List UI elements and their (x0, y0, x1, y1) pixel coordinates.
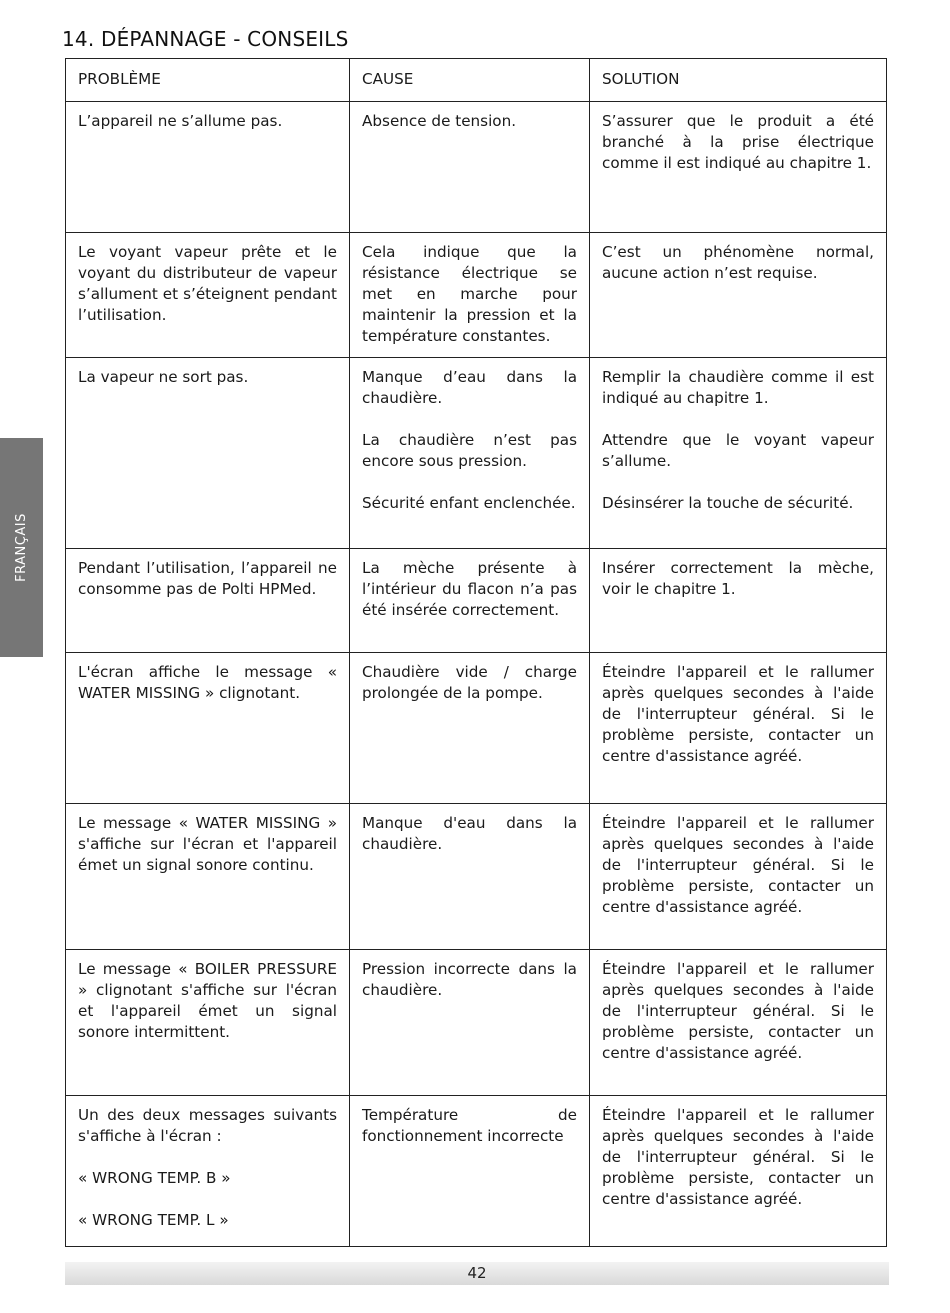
cell-problem (66, 102, 350, 233)
solution-text: Éteindre l'appareil et le rallumer après quelques secondes à l'aide de l'interrupteur général. Si le problème persiste, contacter un centre d'assistance agréé. (602, 960, 874, 1062)
table-row (66, 102, 887, 233)
solution-text: S’assurer que le produit a été branché à la prise électrique comme il est indiqué au chapitre 1. (602, 112, 874, 172)
solution-text: Attendre que le voyant vapeur s’allume. (602, 431, 874, 470)
cell-solution (590, 653, 887, 804)
column-header-cause: CAUSE (350, 59, 590, 102)
cell-cause (350, 102, 590, 233)
cause-text: Cela indique que la résistance électrique se met en marche pour maintenir la pression et la température constantes. (362, 243, 577, 345)
problem-text: La vapeur ne sort pas. (78, 368, 249, 386)
problem-text: Le message « BOILER PRESSURE » clignotant s'affiche sur l'écran et l'appareil émet un signal sonore intermittent. (78, 960, 337, 1041)
cell-cause (350, 653, 590, 804)
cell-cause (350, 549, 590, 653)
table-row (66, 804, 887, 950)
cause-text: Chaudière vide / charge prolongée de la pompe. (362, 663, 577, 702)
problem-text: « WRONG TEMP. B » (78, 1169, 231, 1187)
cause-text: Manque d’eau dans la chaudière. (362, 368, 577, 407)
cell-solution (590, 102, 887, 233)
problem-text: L'écran affiche le message « WATER MISSING » clignotant. (78, 663, 337, 702)
table-body (66, 102, 887, 1247)
problem-text: Pendant l’utilisation, l’appareil ne consomme pas de Polti HPMed. (78, 559, 337, 598)
cell-solution (590, 549, 887, 653)
problem-text: Le voyant vapeur prête et le voyant du distributeur de vapeur s’allument et s’éteignent pendant l’utilisation. (78, 243, 337, 324)
cause-text: Manque d'eau dans la chaudière. (362, 814, 577, 853)
table-row (66, 1096, 887, 1247)
cause-text: La mèche présente à l’intérieur du flacon n’a pas été insérée correctement. (362, 559, 577, 619)
table-row (66, 653, 887, 804)
problem-text: Un des deux messages suivants s'affiche à l'écran : (78, 1106, 337, 1145)
solution-text: Désinsérer la touche de sécurité. (602, 494, 854, 512)
cell-cause (350, 358, 590, 549)
cause-text: La chaudière n’est pas encore sous pression. (362, 431, 577, 470)
language-label: FRANÇAIS (14, 513, 30, 582)
cell-problem (66, 950, 350, 1096)
table-header-row (66, 59, 887, 102)
cell-cause (350, 950, 590, 1096)
column-header-problem: PROBLÈME (66, 59, 350, 102)
cause-text: Sécurité enfant enclenchée. (362, 494, 576, 512)
table-row (66, 233, 887, 358)
cause-text: Pression incorrecte dans la chaudière. (362, 960, 577, 999)
problem-text: Le message « WATER MISSING » s'affiche sur l'écran et l'appareil émet un signal sonore continu. (78, 814, 337, 874)
cell-problem (66, 804, 350, 950)
cell-cause (350, 233, 590, 358)
cell-solution (590, 233, 887, 358)
cell-solution (590, 804, 887, 950)
problem-text: « WRONG TEMP. L » (78, 1211, 229, 1229)
cell-solution (590, 950, 887, 1096)
cause-text: Température de fonctionnement incorrecte (362, 1106, 577, 1145)
page-title: 14. DÉPANNAGE - CONSEILS (62, 27, 349, 51)
cell-problem (66, 1096, 350, 1247)
solution-text: Éteindre l'appareil et le rallumer après quelques secondes à l'aide de l'interrupteur général. Si le problème persiste, contacter un centre d'assistance agréé. (602, 814, 874, 916)
page-footer (65, 1262, 889, 1285)
cell-cause (350, 804, 590, 950)
troubleshooting-table (65, 58, 887, 1247)
solution-text: Éteindre l'appareil et le rallumer après quelques secondes à l'aide de l'interrupteur général. Si le problème persiste, contacter un centre d'assistance agréé. (602, 1106, 874, 1208)
cell-problem (66, 358, 350, 549)
column-header-solution: SOLUTION (590, 59, 887, 102)
solution-text: C’est un phénomène normal, aucune action n’est requise. (602, 243, 874, 282)
table-row (66, 950, 887, 1096)
cell-problem (66, 549, 350, 653)
solution-text: Insérer correctement la mèche, voir le chapitre 1. (602, 559, 874, 598)
problem-text: L’appareil ne s’allume pas. (78, 112, 283, 130)
page-number: 42 (467, 1264, 487, 1282)
solution-text: Éteindre l'appareil et le rallumer après quelques secondes à l'aide de l'interrupteur général. Si le problème persiste, contacter un centre d'assistance agréé. (602, 663, 874, 765)
cell-solution (590, 1096, 887, 1247)
table-row (66, 549, 887, 653)
cause-text: Absence de tension. (362, 112, 517, 130)
cell-cause (350, 1096, 590, 1247)
solution-text: Remplir la chaudière comme il est indiqué au chapitre 1. (602, 368, 874, 407)
cell-solution (590, 358, 887, 549)
cell-problem (66, 233, 350, 358)
language-tab (0, 438, 43, 657)
table-row (66, 358, 887, 549)
cell-problem (66, 653, 350, 804)
